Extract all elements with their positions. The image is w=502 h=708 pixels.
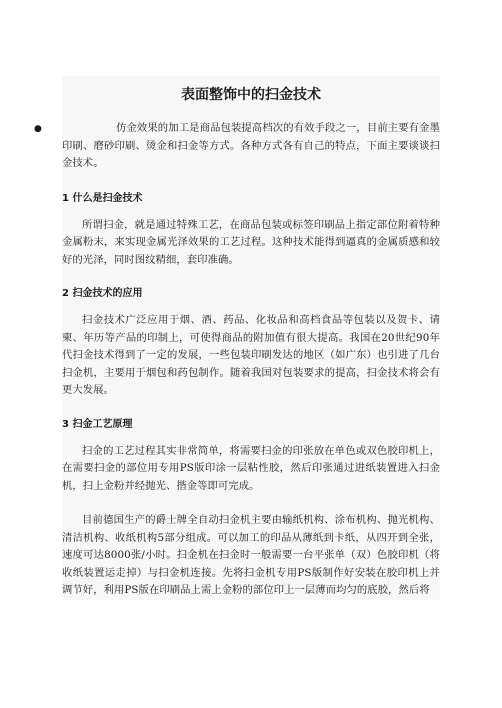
intro-block (34, 114, 440, 177)
intro-paragraph: 仿金效果的加工是商品包装提高档次的有效手段之一，目前主要有金墨印刷、磨砂印刷、烫金和扫金等方式。各种方式各有自己的特点，下面主要谈谈扫金技术。 (62, 122, 440, 169)
section-1-paragraph-1: 所谓扫金，就是通过特殊工艺，在商品包装或标签印刷品上指定部位附着特种金属粉末，来实现金属光泽效果的工艺过程。这种技术能得到逼真的金属质感和较好的光泽，同时图纹精细，套印准确。 (62, 218, 440, 266)
bullet-dot-icon: ● (34, 124, 42, 134)
section-heading-1: 1 什么是扫金技术 (62, 192, 143, 204)
section-heading-2: 2 扫金技术的应用 (62, 288, 143, 299)
article-body (34, 76, 440, 600)
section-heading-3: 3 扫金工艺原理 (62, 418, 133, 430)
document-title: 表面整饰中的扫金技术 (181, 87, 321, 103)
section-3-paragraph-2: 目前德国生产的爵士牌全自动扫金机主要由输纸机构、涂布机构、抛光机构、清洁机构、收纸机构5部分组成。可以加工的印品从薄纸到卡纸，从四开到全张，速度可达8000张/小时。扫金机在扫金时一般需要一台平张单（双）色胶印机（将收纸装置运走掉）与扫金机连接。先将扫金机专用PS版制作好安装在胶印机上并调节好，利用PS版在印刷品上需上金粉的部位印上一层薄而均匀的底胶，然后将 (62, 514, 440, 596)
section-2-paragraph-1: 扫金技术广泛应用于烟、酒、药品、化妆品和高档食品等包装以及贺卡、请柬、年历等产品的印制上，可使得商品的附加值有很大提高。我国在20世纪90年代扫金技术得到了一定的发展，一些包装印刷发达的地区（如广东）也引进了几台扫金机，主要用于烟包和药包制作。随着我国对包装要求的提高，扫金技术将会有更大发展。 (62, 314, 440, 396)
section-3-paragraph-1: 扫金的工艺过程其实非常简单，将需要扫金的印张放在单色或双色胶印机上，在需要扫金的部位用专用PS版印涂一层粘性胶，然后印张通过进纸装置进入扫金机，扫上金粉并经抛光、揩金等即可完成。 (62, 444, 440, 492)
